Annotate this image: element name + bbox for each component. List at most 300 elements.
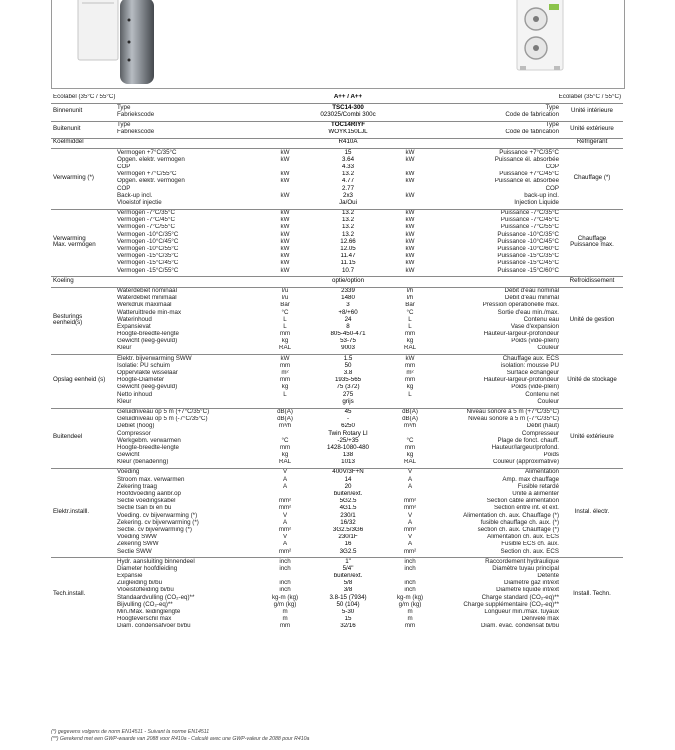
row-label-fr: back-up incl. [524,192,560,199]
row-value: 1935-565 [334,376,362,384]
spec-row [51,565,623,572]
row-label-nl: Sectie tsan bi en bu [117,504,172,512]
row-value: 1013 [341,458,355,466]
row-label-nl: Hoogte-Diameter [117,376,165,384]
row-label-nl: Elektr. bijverwarming SWW [115,355,265,363]
outdoor-unit-image [517,0,563,70]
footnote-2: (**) Gerekend met een GWP-waarde van 2088 voor R410a - Calculé avec une GWP-valeur de 2088 pour R410a [51,736,310,742]
unit-nl: RAL [278,458,292,466]
section-label-nl: Buitenunit [51,121,115,136]
row-label-fr: Longueur min./max. tuyaux [484,608,560,616]
ecolabel-value: A++ / A++ [333,94,363,101]
row-value: 6250 [341,422,355,430]
row-label-nl: COP [117,185,131,192]
spec-row [51,164,623,171]
row-label-nl: Bijvulling (CO₂-eq)** [117,601,173,608]
row-label-fr: Diam. évac. condensat bi/bu [480,622,560,630]
row-label-fr: Puissance -7°C/35°C [429,209,561,217]
row-label-nl: Hydr. aansluiting binnendeel [115,558,265,566]
row-value: 13.2 [341,224,355,231]
row-label-fr: Chauffage aux. ECS [429,355,561,363]
spec-row [51,498,623,505]
spec-row [51,309,623,316]
spec-row [51,362,623,369]
unit-nl: inch [265,558,305,566]
section-label-fr: Chauffage (*) [561,149,623,207]
row-label-nl: Sectie SWW [117,548,152,555]
footnote-1: (*) gegevens volgens de norm EN14511 - Suivant la norme EN14511 [51,729,210,735]
row-value: 53-75 [340,337,356,345]
unit-nl: kW [265,209,305,217]
row-value: 2x3 [343,192,353,199]
footnotes [51,729,623,743]
row-value: 1" [305,558,391,566]
row-label-nl: COP [117,163,131,170]
row-label-fr: Section câble alimentation [486,497,560,505]
spec-row [51,192,623,199]
row-value: 14 [344,476,352,483]
unit-nl [265,430,305,437]
row-label-fr [429,277,561,285]
unit-fr: V [407,512,413,519]
unit-nl: mm² [278,497,292,505]
row-label-fr: Diamètre tuyau principal [492,565,560,572]
unit-fr: A [407,519,413,526]
row-label-nl: Standaardvulling (CO₂-eq)** [117,594,195,601]
row-value: 4.77 [341,177,355,185]
spec-row [51,534,623,541]
unit-nl: kW [280,259,290,267]
row-label-nl: Type [115,104,265,112]
spec-row [51,423,623,430]
row-label-nl: Vermogen +7°C/35°C [115,149,265,157]
row-label-nl: Debiet (hoog) [117,422,155,430]
row-label-nl: Vloeistofleiding bi/bu [117,587,174,594]
row-label-nl: Kleur [117,398,132,405]
unit-fr: kW [405,259,415,267]
unit-nl: mm [279,330,291,338]
spec-row [51,483,623,490]
section-label-fr: Unité de stockage [561,355,623,406]
unit-fr: kW [405,156,415,163]
row-label-fr: Code de fabrication [505,111,560,118]
unit-fr: kW [391,209,429,217]
unit-fr: L [408,316,412,323]
row-value: 16/32 [340,519,356,526]
spec-row [51,149,623,157]
spec-row [51,519,623,526]
spec-row [51,377,623,384]
spec-row [51,476,623,483]
unit-nl [265,104,305,112]
row-label-nl: Geluidniveau op 5 m (+7°C/35°C) [115,408,265,416]
row-value: 3 [346,301,350,309]
row-label-nl: Geluidniveau op 5 m (-7°C/35°C) [117,415,208,423]
row-label-nl: Vermogen -7°C/45°C [117,216,175,224]
unit-nl [265,491,305,498]
row-label-nl: Hoogte-breedte-lengte [117,444,179,451]
row-label-fr: Poids (vide-plein) [511,383,560,391]
unit-nl: l/u [281,294,289,302]
unit-nl: kW [280,224,290,231]
unit-nl: kW [280,192,290,199]
row-value: 5/8 [343,579,353,587]
row-label-fr: Surface échangeur [506,369,560,377]
unit-fr: mm² [403,526,417,533]
unit-nl [265,199,305,206]
row-value: 20 [344,483,352,490]
unit-fr: °C [406,309,414,316]
row-label-fr: Amp. max chauffage [502,476,560,483]
row-label-fr: fusible chauffage ch. aux. (*) [480,519,560,526]
section-label-fr: Refroidissement [561,277,623,285]
row-label-nl: Sectie voedingskabel [117,497,176,505]
spec-row [51,295,623,302]
row-label-nl: Hoofdvoeding aanbr.op [117,490,181,498]
row-value: 4G1.5 [339,504,357,512]
unit-fr: °C [406,437,414,444]
spec-row [51,199,623,206]
row-label-fr: Puissance -10°C/35°C [497,231,560,238]
spec-row [51,430,623,437]
row-label-fr: Compresseur [521,430,560,437]
unit-nl: °C [281,309,289,316]
row-label-nl: Vermogen -15°C/45°C [117,259,179,267]
row-label-nl: Back-up incl. [117,192,153,199]
section-label-fr: Install. Techn. [561,558,623,630]
row-value: 3/8 [343,587,353,594]
indoor-unit-image [78,0,118,60]
spec-row [51,111,623,118]
section-label-fr: Unité extérieure [561,408,623,466]
row-value: 3.8-15 (7934) [329,594,367,601]
unit-nl: kW [280,216,290,224]
row-value: 12.05 [340,245,356,253]
spec-row [51,391,623,398]
unit-fr: kW [391,149,429,157]
unit-fr: mm [404,622,416,630]
unit-fr [391,491,429,498]
row-label-nl: Min./Max. leidinglengte [117,608,181,616]
unit-nl [265,185,305,192]
row-label-nl: Vermogen -15°C/35°C [117,252,179,260]
spec-row [51,452,623,459]
unit-fr: m³/h [403,422,417,430]
spec-row [51,338,623,345]
row-value: 75 (372) [336,383,360,391]
row-label-nl: Compressor [117,430,151,437]
spec-row [51,171,623,178]
row-value: -25/+35 [337,437,359,444]
row-value: 24 [344,316,352,323]
unit-fr: kW [405,245,415,253]
row-label-fr: Alimentation ch. aux. Chauffage (*) [463,512,560,519]
row-label-nl: Diameter hoofdleiding [117,565,178,572]
unit-nl: mm [279,622,291,630]
product-illustration [52,0,624,88]
unit-nl: RAL [278,345,292,352]
unit-nl [265,398,305,405]
section-label-nl: Koeling [51,277,115,285]
unit-nl: g/m (kg) [273,601,297,608]
spec-row [51,331,623,338]
unit-nl: A [282,519,288,526]
unit-fr: dB(A) [391,408,429,416]
row-label-nl: Werkdruk maximaal [117,301,172,309]
spec-row [51,541,623,548]
row-value: Twin Rotary LI [328,430,368,437]
unit-fr: mm² [403,504,417,512]
unit-nl: mm [279,362,291,369]
row-label-fr: Contenu net [525,391,560,398]
row-label-nl: Voeding [115,469,265,477]
row-label-nl: Waterinhoud [117,316,152,323]
unit-nl: inch [279,565,291,572]
unit-fr: g/m (kg) [398,601,422,608]
section-label-fr: Unité de gestion [561,287,623,352]
row-label-fr: Couleur (approximative) [492,458,560,466]
section-label-nl: Verwarming Max. vermogen [51,209,115,274]
section-label-nl: Tech.install. [51,558,115,630]
row-value: 50 (104) [336,601,360,608]
spec-row [51,121,623,129]
row-label-fr: Type [429,121,561,129]
row-label-fr: Injection Liquide [514,199,560,206]
row-value: 32/16 [340,622,356,630]
row-value: 138 [342,451,354,459]
row-label-fr: Puissance -15°C/60°C [497,267,560,274]
unit-nl: kW [280,156,290,163]
row-label-nl: Isolatie: PU schuim [117,362,170,369]
unit-nl: dB(A) [265,408,305,416]
row-label-fr: Section ch. aux. ECS [500,548,560,555]
unit-fr: V [391,469,429,477]
row-value: 50 [344,362,352,369]
unit-fr: kg [406,451,414,459]
row-label-fr: Diamètre liquide int/ext [496,587,560,594]
row-value: TSC14-300 [305,104,391,112]
row-label-fr: Charge standard (CO₂-eq)** [481,594,560,601]
row-label-nl: Vermogen -10°C/45°C [117,238,179,245]
unit-nl: L [283,323,287,330]
row-label-fr: Détente [537,572,560,580]
row-value: 16 [344,540,352,548]
unit-fr: dB(A) [402,415,418,423]
row-label-fr: Alimentation [429,469,561,477]
unit-fr: kW [405,170,415,178]
spec-row [51,267,623,274]
row-label-nl: Type [115,121,265,129]
spec-row [51,505,623,512]
row-label-nl: Gewicht (leeg-gevuld) [117,337,178,345]
section-label-nl: Koelmiddel [51,138,115,146]
row-value: 023025/Combi 300c [320,111,376,118]
row-label-fr: Puissance +7°C/45°C [499,170,560,178]
row-value: grijs [342,398,354,405]
section-label-nl: Besturings eenheid(s) [51,287,115,352]
row-label-fr [429,138,561,146]
row-label-fr: Niveau sonore à 5 m (-7°C/35°C) [468,415,560,423]
section-label-fr: Réfrigérant [561,138,623,146]
row-label-fr: Unité à alimenter [512,490,560,498]
row-label-nl: Voeding SWW [117,533,157,541]
unit-fr: Bar [405,301,415,309]
row-label-fr: Puissance -7°C/45°C [500,216,560,224]
spec-row [51,302,623,309]
row-value: 13.2 [305,209,391,217]
unit-nl: kW [280,170,290,178]
unit-fr [391,398,429,405]
unit-fr: mm [404,362,416,369]
spec-row [51,580,623,587]
spec-row [51,573,623,580]
row-label-nl: Vermogen -7°C/55°C [117,224,175,231]
unit-nl [265,138,305,146]
row-label-fr: Sortie d'eau min./max. [497,309,560,316]
row-value: 3.8 [343,369,353,377]
spec-row [51,512,623,519]
spec-row [51,224,623,231]
row-label-nl: Expansie [117,572,143,580]
spec-row [51,345,623,352]
row-label-fr: Puissance -10°C/45°C [497,238,560,245]
row-label-nl: Vermogen -7°C/35°C [115,209,265,217]
spec-row [51,277,623,285]
row-value: 400V/3F+N [305,469,391,477]
unit-fr: kW [405,192,415,199]
row-value: 3.64 [341,156,355,163]
row-label-nl: Expansievat [117,323,151,330]
row-label-nl: Waterdebiet nominaal [115,287,265,295]
section-label-fr: Unité extérieure [561,121,623,136]
spec-row [51,469,623,477]
unit-nl: l/u [265,287,305,295]
spec-row [51,609,623,616]
row-value: 1480 [341,294,355,302]
section-label-nl: Opslag eenheid (s) [51,355,115,406]
unit-fr: l/h [406,294,414,302]
unit-nl: m [282,615,288,623]
row-label-fr: Diamètre gaz int/ext [503,579,560,587]
unit-fr [391,104,429,112]
row-label-nl: Zuigleiding bi/bu [117,579,163,587]
row-label-nl: Fabriekscode [117,111,155,118]
row-label-fr: Raccordement hydraulique [429,558,561,566]
row-label-fr: Type [429,104,561,112]
unit-nl: mm [279,444,291,451]
unit-nl: kW [280,245,290,253]
unit-fr [391,111,429,118]
row-value: buiten/ext. [333,572,363,580]
row-label-nl: Vloeistof injectie [117,199,162,206]
spec-row [51,444,623,451]
spec-row [51,209,623,217]
row-value: 3G2.5 [339,548,357,555]
spec-row [51,370,623,377]
row-label-nl: Gewicht (leeg-gevuld) [117,383,178,391]
unit-nl: V [282,533,288,541]
row-label-nl: Hoogteverschil max [117,615,172,623]
row-label-nl: Gewicht [117,451,140,459]
row-label-fr: Section entre int. et ext. [494,504,560,512]
row-label-nl: Fabriekscode [117,128,155,136]
row-label-fr: Fusible retardé [517,483,560,490]
row-label-fr: Puissance -10°C/60°C [497,245,560,253]
unit-fr: kW [405,267,415,274]
unit-fr: m² [406,369,414,377]
unit-fr: A [407,540,413,548]
ecolabel-label-fr: Ecolabel (35°C / 55°C) [558,94,622,101]
spec-row [51,185,623,192]
unit-fr [391,121,429,129]
spec-row [51,527,623,534]
row-label-nl: Vermogen -10°C/55°C [117,245,179,253]
row-value: 45 [305,408,391,416]
unit-fr: RAL [403,458,417,466]
row-label-fr: Hauteur-largeur-profondeur [483,330,560,338]
spec-row [51,623,623,630]
unit-fr [391,129,429,136]
row-value: 1428-1080-480 [327,444,369,451]
spec-row [51,231,623,238]
spec-row [51,323,623,330]
row-value: buiten/ext. [333,490,363,498]
row-value: 230/1 [340,512,356,519]
row-label-fr: Puissance -7°C/55°C [500,224,560,231]
unit-fr [391,277,429,285]
unit-nl: kW [280,252,290,260]
section-label-nl: Buitendeel [51,408,115,466]
unit-fr: A [407,476,413,483]
unit-fr: m [407,615,413,623]
row-label-nl: Stroom max. verwarmen [117,476,185,483]
row-label-nl: Kleur [117,345,132,352]
section-label-nl: Verwarming (*) [51,149,115,207]
row-label-nl: Watteruittrede min-max [117,309,182,316]
row-label-fr: section ch. aux. Chauffage (*) [477,526,560,533]
row-value: 10.7 [341,267,355,274]
spec-row [51,287,623,295]
spec-row [51,316,623,323]
row-label-fr: COP [545,185,560,192]
spec-row [51,416,623,423]
unit-fr: inch [404,579,416,587]
unit-nl [265,277,305,285]
spec-row [51,156,623,163]
row-label-fr: Plage de fonct. chauff. [497,437,560,444]
row-label-fr: Vase d'expansion [510,323,560,330]
spec-row [51,616,623,623]
spec-row [51,587,623,594]
unit-fr: mm [404,330,416,338]
unit-fr: kW [405,177,415,185]
unit-nl: A [282,540,288,548]
spec-row [51,178,623,185]
unit-nl: kW [280,238,290,245]
row-label-fr: Puissance él. absorbée [494,156,560,163]
row-value: 3G2.5/3G6 [332,526,364,533]
unit-nl: V [265,469,305,477]
spec-row [51,355,623,363]
spec-row [51,601,623,608]
unit-nl: kg [281,451,289,459]
row-label-nl: Werkgebm. verwarmen [117,437,181,444]
spec-row [51,594,623,601]
row-label-fr: Puissance +7°C/35°C [429,149,561,157]
row-label-nl: Zekering SWW [117,540,159,548]
spec-row [51,129,623,136]
row-label-fr: Débit d'eau nominal [429,287,561,295]
